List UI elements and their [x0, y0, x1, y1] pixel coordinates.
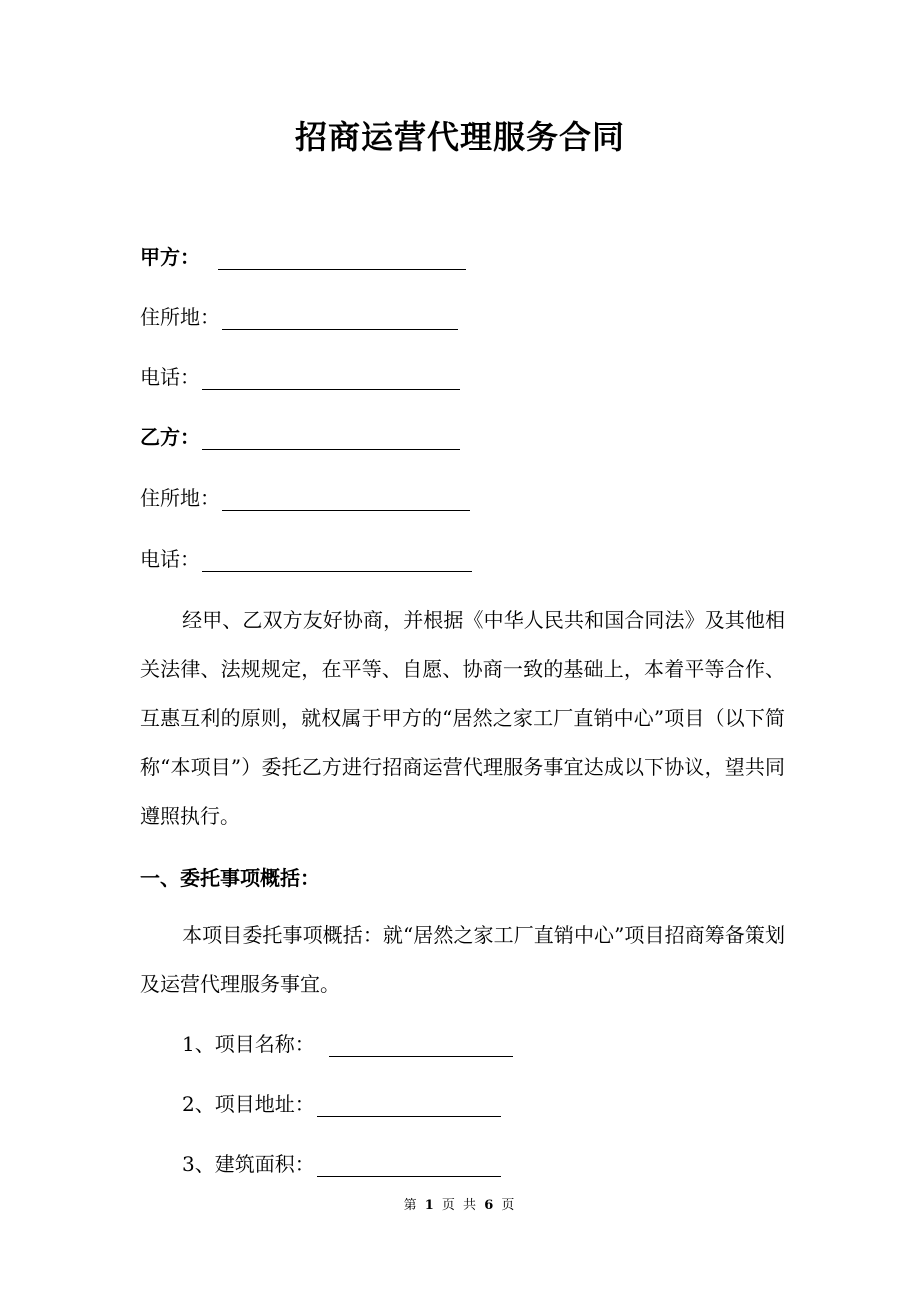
contract-title: 招商运营代理服务合同 — [294, 118, 625, 156]
party-b-address-field — [140, 477, 470, 511]
party-a-address-label: 住所地： — [140, 305, 220, 329]
party-a-label: 甲方： — [140, 245, 200, 269]
building-area-label: 3、建筑面积： — [182, 1152, 315, 1176]
total-pages-number: 6 — [484, 1198, 496, 1213]
section1-summary-paragraph — [140, 911, 785, 1009]
party-b-blank — [202, 423, 460, 450]
building-area-field — [182, 1143, 501, 1177]
party-b-address-label: 住所地： — [140, 486, 220, 510]
party-a-address-blank — [222, 303, 458, 330]
party-b-address-blank — [222, 484, 470, 511]
page-mid: 页 共 — [441, 1198, 479, 1213]
party-a-blank — [218, 243, 466, 270]
section1-heading: 一、委托事项概括： — [140, 866, 320, 890]
page-footer — [0, 1194, 920, 1213]
project-address-blank — [317, 1090, 501, 1117]
project-name-field — [182, 1023, 513, 1057]
page-suffix: 页 — [501, 1198, 517, 1213]
project-address-label: 2、项目地址： — [182, 1092, 315, 1116]
project-name-label: 1、项目名称： — [182, 1032, 315, 1056]
party-b-phone-field — [140, 538, 472, 572]
page-prefix: 第 — [403, 1198, 419, 1213]
building-area-blank — [317, 1150, 501, 1177]
party-a-address-field — [140, 296, 458, 330]
party-a-phone-blank — [202, 363, 460, 390]
preamble-paragraph — [140, 596, 785, 841]
current-page-number: 1 — [424, 1198, 436, 1213]
party-a-phone-label: 电话： — [140, 365, 200, 389]
party-b-phone-label: 电话： — [140, 547, 200, 571]
party-b-field — [140, 416, 460, 450]
party-b-phone-blank — [202, 545, 472, 572]
preamble-text: 经甲、乙双方友好协商，并根据《中华人民共和国合同法》及其他相关法律、法规规定，在平等、自愿、协商一致的基础上，本着平等合作、互惠互利的原则，就权属于甲方的“居然之家工厂直销中心”项目（以下简称“本项目”）委托乙方进行招商运营代理服务事宜达成以下协议，望共同遵照执行。 — [140, 608, 785, 828]
project-address-field — [182, 1083, 501, 1117]
party-a-phone-field — [140, 356, 460, 390]
section1-summary-text: 本项目委托事项概括：就“居然之家工厂直销中心”项目招商筹备策划及运营代理服务事宜。 — [140, 923, 785, 996]
party-b-label: 乙方： — [140, 425, 200, 449]
project-name-blank — [329, 1030, 513, 1057]
party-a-field — [140, 236, 466, 270]
